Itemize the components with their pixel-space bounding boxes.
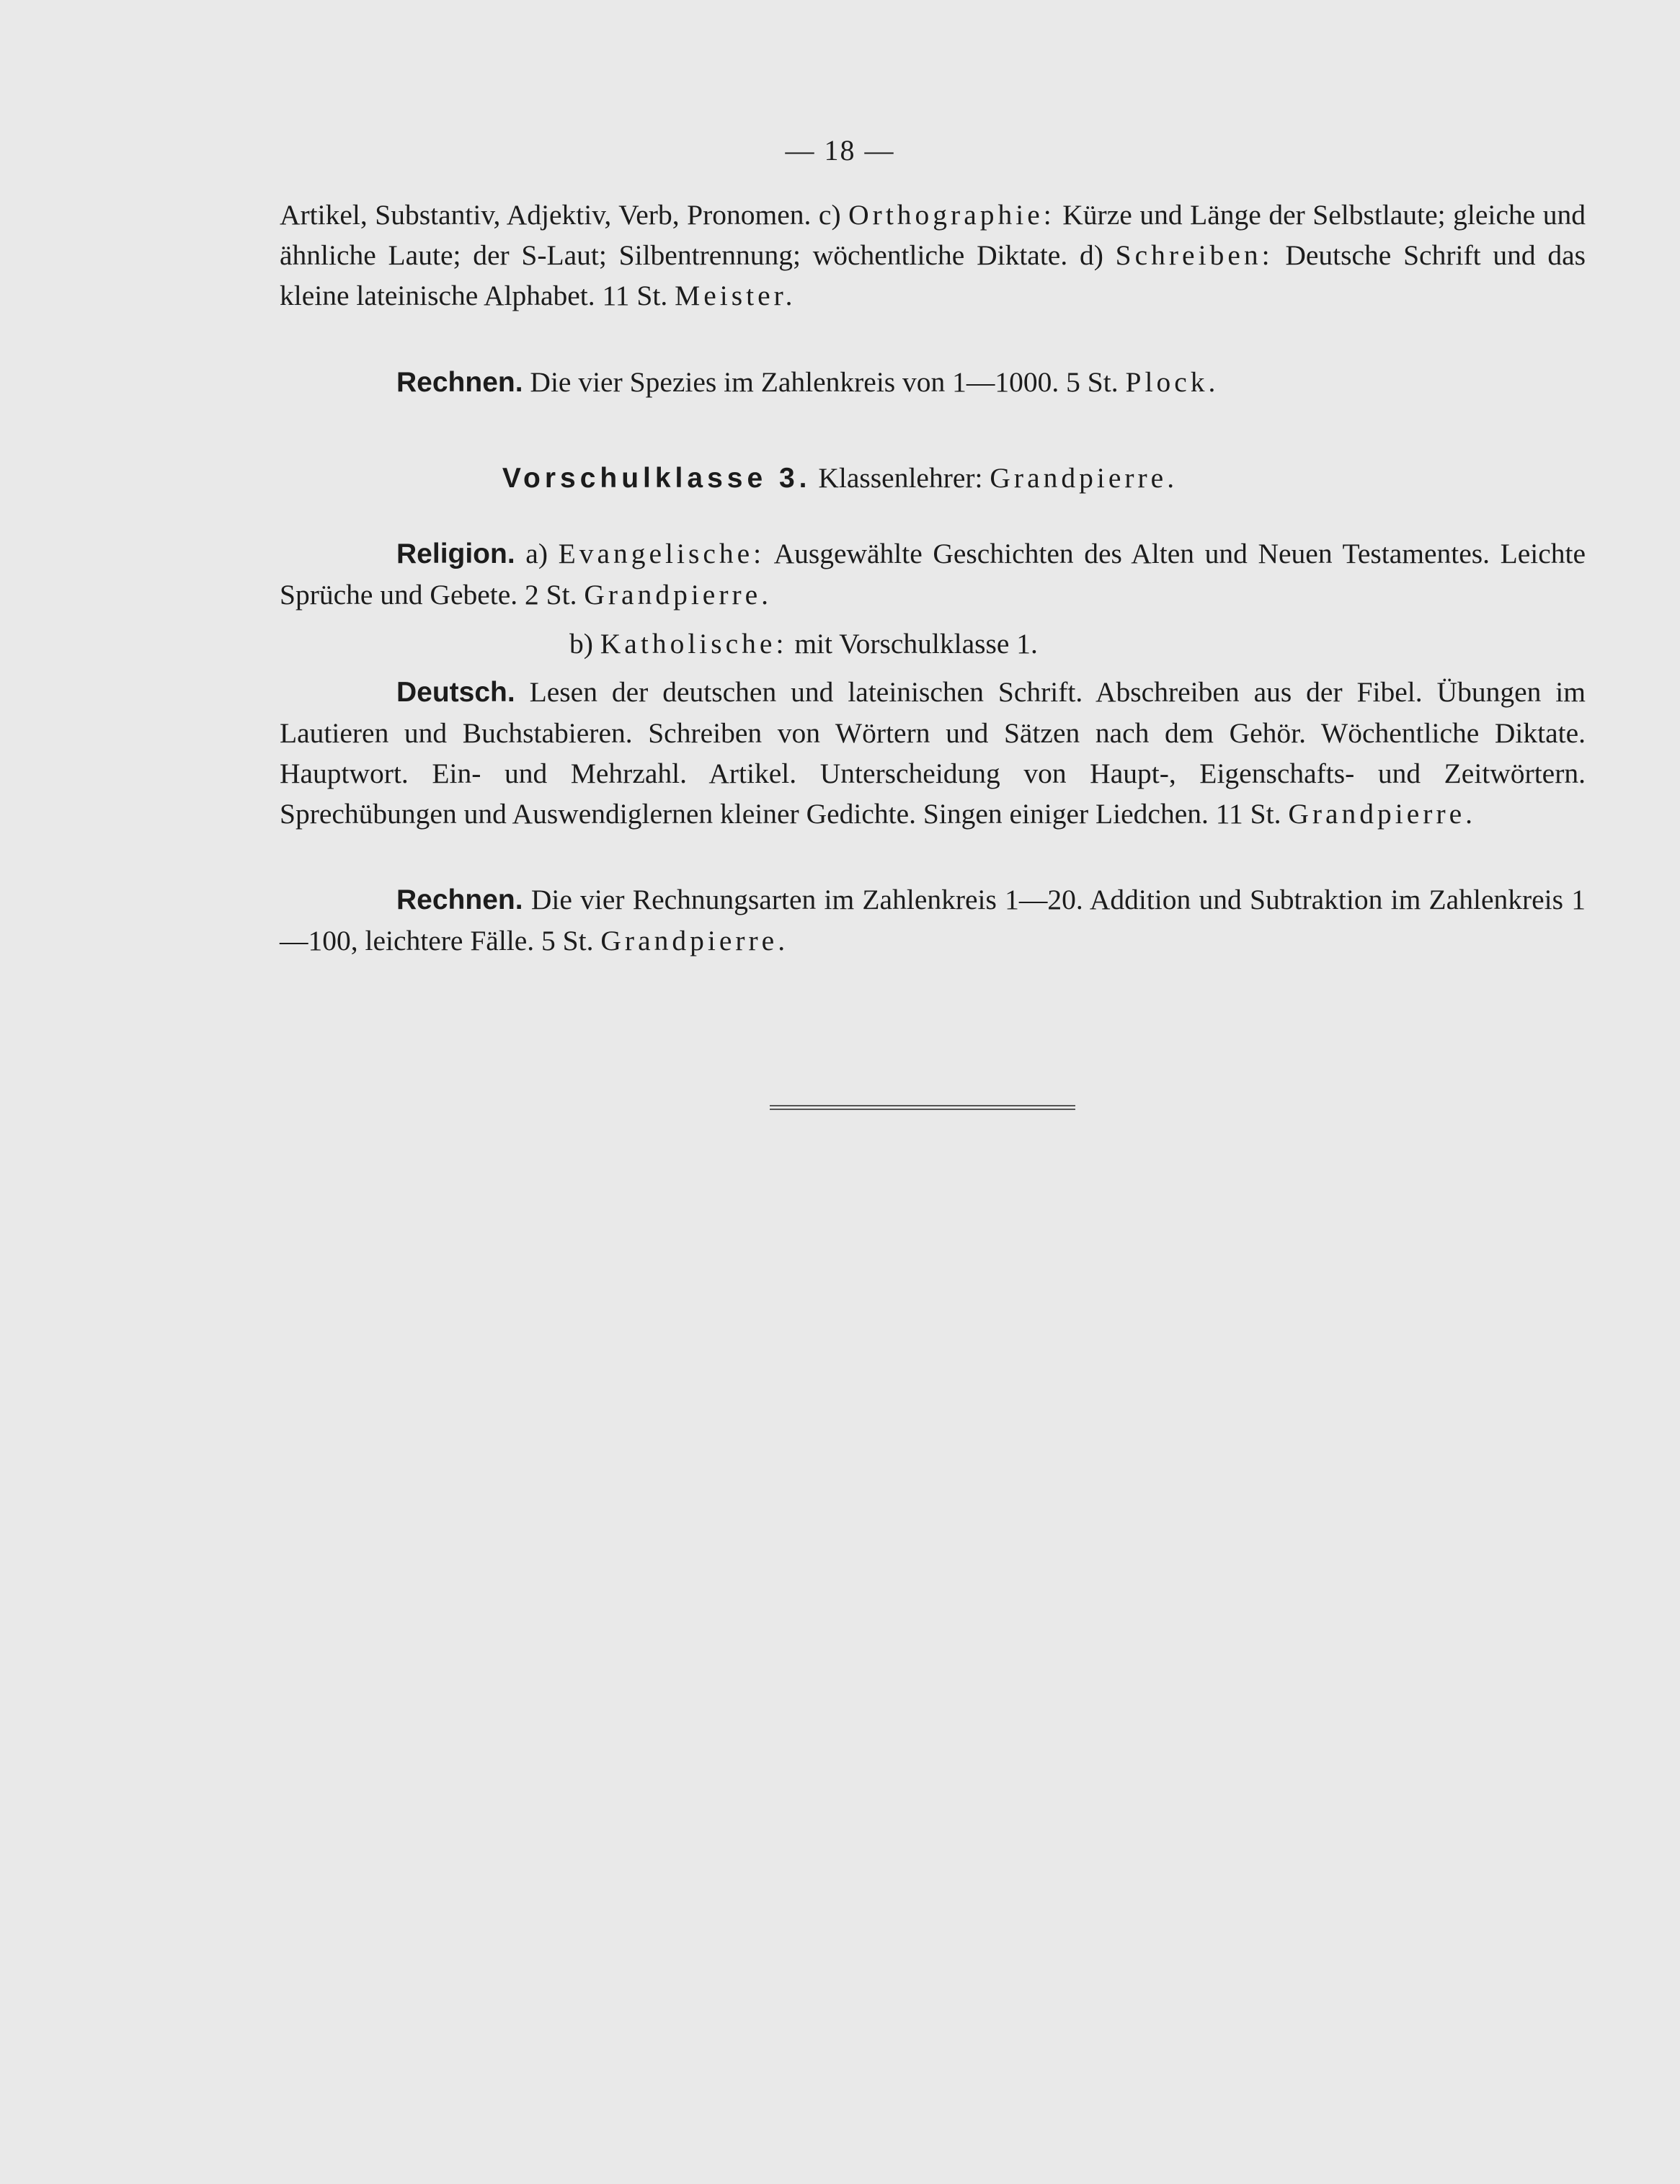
deutsch-teacher: Grandpierre. bbox=[1288, 798, 1477, 830]
rechnen-teacher-1: Plock. bbox=[1125, 366, 1219, 398]
intro-text-1: Artikel, Substantiv, Adjektiv, Verb, Pronomen. c) bbox=[280, 199, 841, 231]
religion-evangelische: Evangelische: bbox=[558, 538, 765, 569]
intro-orthographie: Orthographie: bbox=[848, 199, 1055, 231]
intro-paragraph bbox=[280, 195, 1586, 316]
rechnen-paragraph-2 bbox=[280, 879, 1586, 961]
section-title bbox=[0, 461, 1680, 494]
religion-b-line bbox=[569, 623, 1578, 664]
deutsch-paragraph bbox=[280, 672, 1586, 834]
religion-katholische: Katholische: bbox=[600, 628, 788, 660]
section-heading: Vorschulklasse 3. bbox=[502, 463, 812, 494]
rechnen-paragraph-1 bbox=[280, 362, 1586, 403]
intro-text-2: Kürze und Länge der Selbstlaute; gleiche und ähnliche Laute; der S-Laut; Silbentrennung; wöchentliche Diktate. d) bbox=[280, 199, 1586, 271]
religion-b-label: b) bbox=[569, 628, 593, 660]
religion-a-label: a) bbox=[525, 538, 548, 569]
deutsch-text: Lesen der deutschen und lateinischen Schrift. Abschreiben aus der Fibel. Übungen im Lautieren und Buchstabieren. Schreiben von Wörtern und Sätzen nach dem Gehör. Wöchentliche Diktate. Hauptwort. Ein- und Mehrzahl. Artikel. Unterscheidung von Haupt-, Eigenschafts- und Zeitwörtern. Sprechübungen und Auswendiglernen kleiner Gedichte. Singen einiger Liedchen. 11 St. bbox=[280, 676, 1586, 830]
page-number: — 18 — bbox=[785, 134, 895, 167]
intro-schreiben: Schreiben: bbox=[1115, 239, 1274, 271]
closing-double-rule bbox=[770, 1105, 1075, 1114]
rechnen-text-1: Die vier Spezies im Zahlenkreis von 1—1000. 5 St. bbox=[530, 366, 1119, 398]
intro-teacher: Meister. bbox=[675, 280, 796, 311]
section-label: Klassenlehrer: bbox=[818, 462, 983, 494]
deutsch-heading: Deutsch. bbox=[396, 677, 515, 708]
rechnen-heading-2: Rechnen. bbox=[396, 884, 523, 915]
religion-b-text: mit Vorschulklasse 1. bbox=[794, 628, 1038, 660]
religion-heading: Religion. bbox=[396, 538, 515, 569]
section-teacher: Grandpierre. bbox=[990, 462, 1178, 494]
intro-text-3: Deutsche Schrift und das kleine lateinische Alphabet. 11 St. bbox=[280, 239, 1586, 311]
religion-a-teacher: Grandpierre. bbox=[584, 579, 773, 611]
religion-a-text: Ausgewählte Geschichten des Alten und Neuen Testamentes. Leichte Sprüche und Gebete. 2 St. bbox=[280, 538, 1586, 611]
religion-paragraph bbox=[280, 533, 1586, 615]
rechnen-text-2: Die vier Rechnungsarten im Zahlenkreis 1—20. Addition und Subtraktion im Zahlenkreis 1—100, leichtere Fälle. 5 St. bbox=[280, 884, 1586, 956]
rechnen-teacher-2: Grandpierre. bbox=[600, 925, 789, 956]
rechnen-heading-1: Rechnen. bbox=[396, 367, 523, 398]
